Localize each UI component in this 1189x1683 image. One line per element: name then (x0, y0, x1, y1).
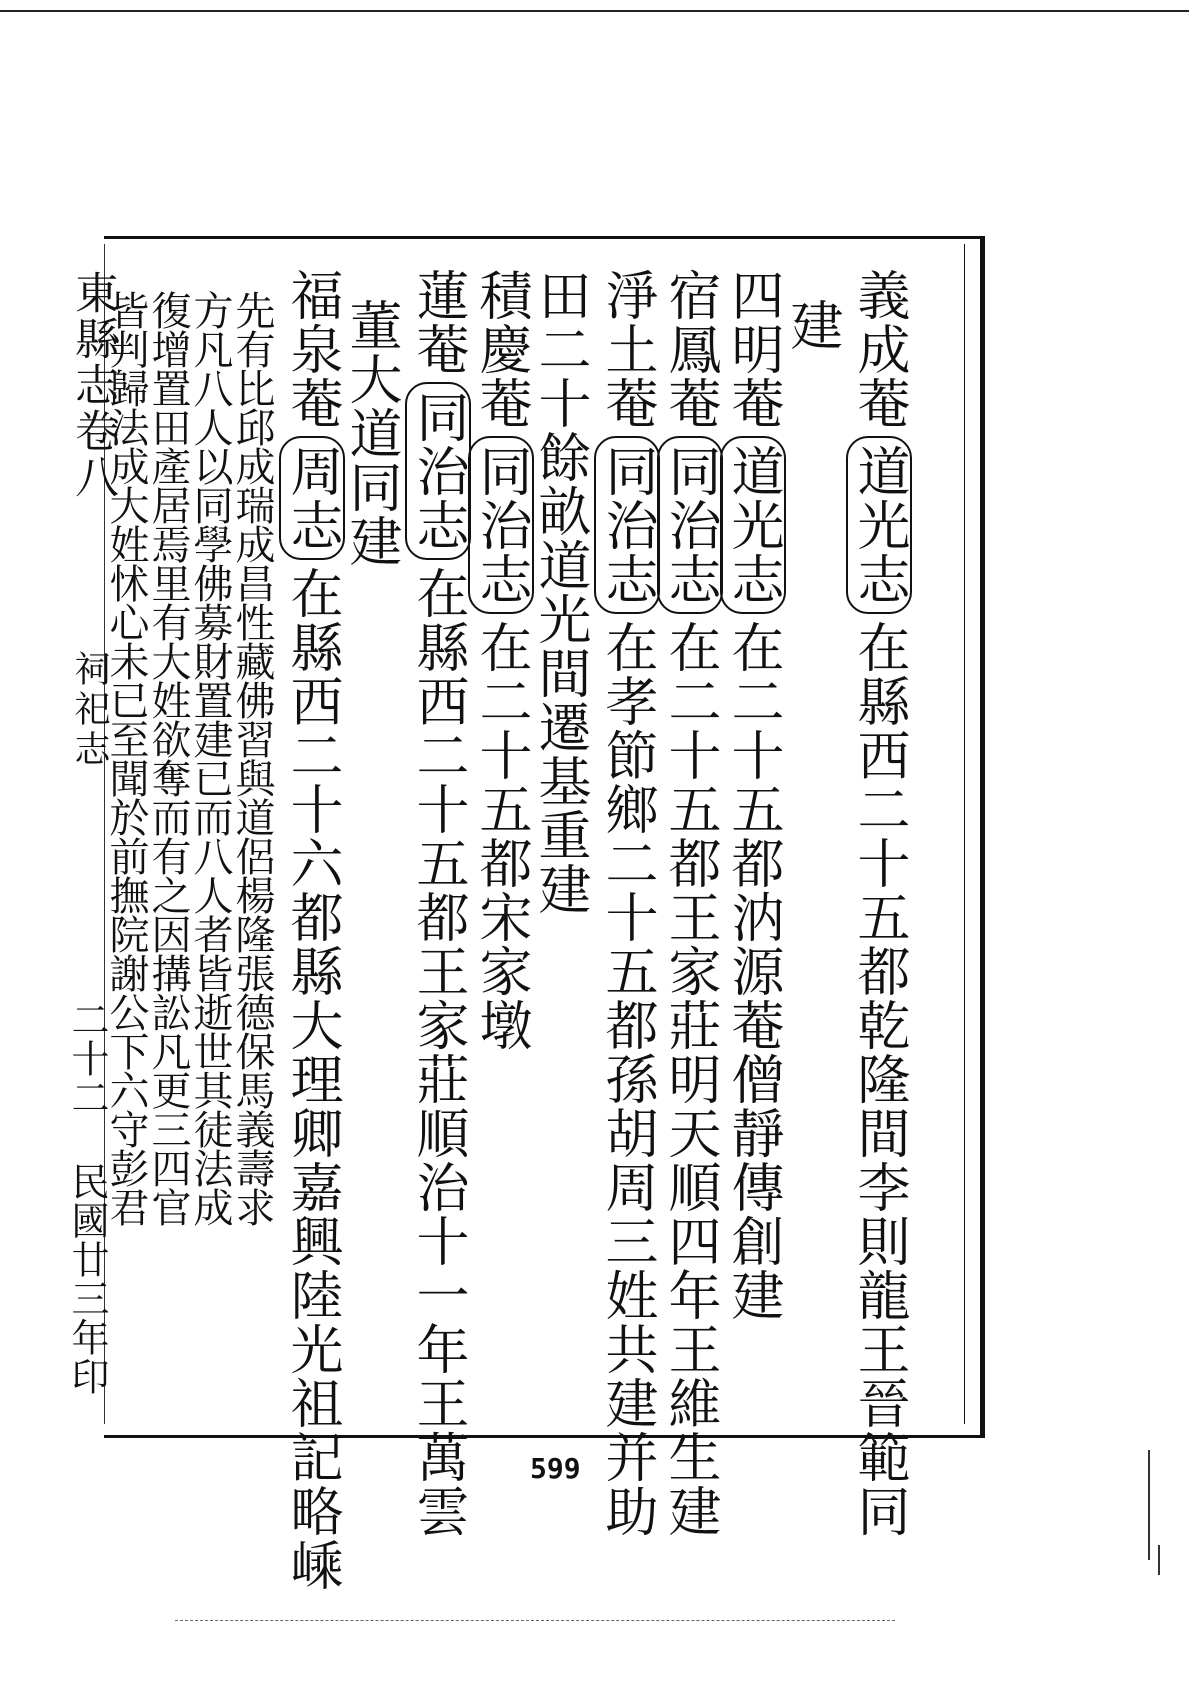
section-label: 祠祀志 (69, 650, 110, 770)
bottom-scan-line (175, 1620, 895, 1621)
entry-text: 田二十餘畝道光間遷基重建 (530, 268, 591, 916)
source-tag: 同治志 (657, 436, 723, 614)
entry-head: 積慶菴 (471, 268, 532, 430)
entry-text: 在二十五都汭源菴僧靜傳創建 (723, 620, 784, 1322)
entry-text: 先有比邱成瑞成昌性藏佛習與道侶楊隆張德保馬義壽求 (229, 290, 275, 1226)
text-column-5 (594, 268, 660, 1538)
entry-text: 皆判歸法成大姓怵心未已至聞於前撫院謝公下六守彭君 (103, 290, 149, 1226)
text-column-9 (342, 268, 400, 568)
entry-text: 在二十五都王家莊明天順四年王維生建 (660, 620, 721, 1538)
entry-text: 方凡八人以同學佛募財置建已而八人者皆逝世其徒法成 (187, 290, 233, 1226)
entry-text: 在縣西二十五都王家莊順治十一年王萬雲 (408, 566, 469, 1538)
entry-head: 淨土菴 (597, 268, 658, 430)
text-column-7 (468, 268, 534, 1052)
entry-text: 在二十五都宋家墩 (471, 620, 532, 1052)
entry-text: 董大道同建 (341, 298, 402, 568)
top-rule (0, 10, 1189, 12)
page-number: 599 (530, 1452, 581, 1485)
entry-text: 在縣西二十六都縣大理卿嘉興陸光祖記略嵊 (282, 566, 343, 1592)
text-column-4 (657, 268, 723, 1538)
text-column-6 (531, 268, 589, 916)
entry-text: 復增置田產居焉里有大姓欲奪而有之因搆訟凡更三四官 (145, 290, 191, 1226)
entry-text: 在縣西二十五都乾隆間李則龍王晉範同 (849, 620, 910, 1538)
text-column-2 (783, 268, 841, 352)
book-title: 東縣志卷八 (67, 270, 118, 500)
source-tag: 周志 (279, 436, 345, 560)
entry-head: 福泉菴 (282, 268, 343, 430)
entry-text: 建 (782, 298, 843, 352)
text-column-11 (230, 290, 274, 1226)
text-column-1 (846, 268, 912, 1538)
source-tag: 道光志 (846, 436, 912, 614)
text-column-8 (405, 268, 471, 1538)
text-column-13 (146, 290, 190, 1226)
entry-head: 四明菴 (723, 268, 784, 430)
source-tag: 同治志 (405, 382, 471, 560)
source-tag: 同治志 (468, 436, 534, 614)
text-column-3 (720, 268, 786, 1322)
source-tag: 同治志 (594, 436, 660, 614)
entry-head: 宿鳳菴 (660, 268, 721, 430)
text-column-10 (279, 268, 345, 1592)
source-tag: 道光志 (720, 436, 786, 614)
entry-head: 義成菴 (849, 268, 910, 430)
entry-head: 蓮菴 (408, 268, 469, 376)
print-note: 二十二 民國廿三年印 (65, 1000, 109, 1396)
scan-edge-mark (1158, 1545, 1160, 1575)
scan-edge-mark (1148, 1450, 1150, 1560)
text-column-12 (188, 290, 232, 1226)
entry-text: 在孝節鄉二十五都孫胡周三姓共建并助 (597, 620, 658, 1538)
